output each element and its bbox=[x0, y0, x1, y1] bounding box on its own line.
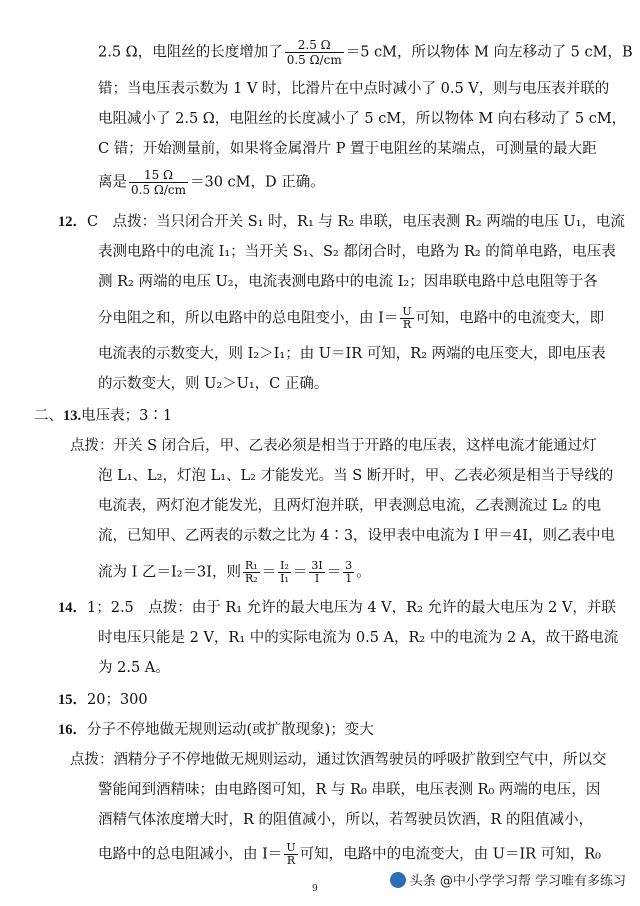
text-segment: 电压表；3∶1 bbox=[81, 408, 173, 424]
text-segment: ＝30 cM，D 正确。 bbox=[190, 174, 325, 191]
text-line: 错；当电压表示数为 1 V 时，比滑片在中点时减小了 0.5 V，则与电压表并联的 bbox=[98, 81, 610, 97]
fraction-numerator: I₂ bbox=[280, 559, 289, 572]
fraction bbox=[343, 560, 354, 585]
text-segment: 分子不停地做无规则运动(或扩散现象)；变大 bbox=[87, 722, 374, 738]
text-segment: 1；2.5 点拨：由于 R₁ 允许的最大电压为 4 V，R₂ 允许的最大电压为 2 V，并联 bbox=[87, 600, 616, 616]
text-line: 流，已知甲、乙两表的示数之比为 4∶3，设甲表中电流为 I 甲＝4I，则乙表中电 bbox=[98, 528, 615, 544]
text-line bbox=[58, 212, 625, 232]
text-line: 测 R₂ 两端的电压 U₂，电流表测电路中的电流 I₂；因串联电路中总电阻等于各 bbox=[98, 274, 598, 290]
text-segment: ＝5 cM，所以物体 M 向左移动了 5 cM，B bbox=[345, 44, 633, 61]
text-segment: 离是 bbox=[98, 174, 127, 191]
text-segment: 流为 I 乙＝I₂＝3I，则 bbox=[98, 564, 241, 581]
fraction bbox=[284, 842, 297, 867]
text-line: 流为 I 乙＝I₂＝3I，则 $\frac{\text{R₁}}{\text{R₂}}$ ＝ $\frac{\text{I₂}}{\text{I₁}}$ ＝ $\frac{3I}{I}$ ＝ $\frac{3}{1}$ 。 bbox=[98, 559, 371, 585]
text-segment: 。 bbox=[356, 564, 371, 581]
fraction-numerator: U bbox=[402, 305, 412, 318]
question-number: 16． bbox=[58, 722, 87, 738]
text-line bbox=[34, 406, 172, 426]
text-line: 点拨：酒精分子不停地做无规则运动，通过饮酒驾驶员的呼吸扩散到空气中，所以交 bbox=[70, 752, 607, 768]
question-number: 15． bbox=[58, 692, 87, 708]
text-line bbox=[98, 306, 604, 331]
text-line: 电阻减小了 2.5 Ω，电阻丝的长度减小了 5 cM，所以物体 M 向右移动了 5 cM， bbox=[98, 111, 627, 127]
question-number: 12． bbox=[58, 214, 87, 230]
text-segment: 2.5 Ω，电阻丝的长度增加了 bbox=[98, 44, 283, 61]
watermark-logo-icon bbox=[390, 872, 406, 888]
text-segment: 20；300 bbox=[87, 692, 148, 708]
fraction-denominator: 0.5 Ω/cm bbox=[131, 183, 186, 197]
text-line: 酒精气体浓度增大时，R 的阻值减小，所以，若驾驶员饮酒，R 的阻值减小， bbox=[98, 812, 594, 828]
fraction-denominator: R₂ bbox=[244, 572, 258, 585]
fraction bbox=[309, 560, 324, 585]
fraction bbox=[285, 38, 344, 67]
fraction-denominator: I bbox=[314, 572, 320, 585]
text-line: 点拨：开关 S 闭合后，甲、乙表必须是相当于开路的电压表，这样电流才能通过灯 bbox=[70, 438, 597, 454]
fraction-numerator: U bbox=[286, 841, 296, 854]
text-line: 的示数变大，则 U₂＞U₁，C 正确。 bbox=[98, 376, 329, 392]
fraction-numerator: 2.5 Ω bbox=[285, 38, 344, 53]
text-segment: 可知，电路中的电流变大，即 bbox=[415, 310, 605, 327]
text-line: 警能闻到酒精味；由电路图可知，R 与 R₀ 串联，电压表测 R₀ 两端的电压，因 bbox=[98, 782, 601, 798]
question-number: 13. bbox=[63, 408, 82, 424]
text-line bbox=[58, 690, 148, 710]
text-line: 电流表的示数变大，则 I₂＞I₁；由 U＝IR 可知，R₂ 两端的电压变大，即电压表 bbox=[98, 346, 606, 362]
fraction-numerator: R₁ bbox=[244, 559, 258, 572]
text-line bbox=[58, 720, 374, 740]
fraction-numerator: 15 Ω bbox=[129, 168, 188, 183]
text-segment: 可知，电路中的电流变大，由 U＝IR 可知，R₀ bbox=[299, 846, 601, 863]
fraction bbox=[243, 560, 260, 585]
fraction bbox=[278, 560, 291, 585]
text-segment: 电路中的总电阻减小，由 I＝ bbox=[98, 846, 283, 863]
text-line bbox=[98, 38, 633, 67]
watermark bbox=[390, 870, 626, 889]
text-line: 时电压只能是 2 V，R₁ 中的实际电流为 0.5 A，R₂ 中的电流为 2 A，故干路电流 bbox=[98, 630, 619, 646]
fraction bbox=[400, 306, 413, 331]
text-line bbox=[98, 168, 325, 197]
watermark-text: 头条 @中小学学习帮 学习唯有多练习 bbox=[409, 874, 626, 889]
fraction-numerator: 3I bbox=[311, 559, 323, 572]
text-line: 为 2.5 A。 bbox=[98, 660, 170, 676]
fraction-denominator: 0.5 Ω/cm bbox=[286, 53, 342, 67]
section-number: 二、 bbox=[34, 408, 63, 424]
fraction-denominator: I₁ bbox=[280, 572, 289, 585]
text-line bbox=[98, 842, 601, 867]
text-segment: C 点拨：当只闭合开关 S₁ 时，R₁ 与 R₂ 串联，电压表测 R₂ 两端的电压 U₁，电流 bbox=[87, 214, 625, 230]
question-number: 14． bbox=[58, 600, 87, 616]
text-segment: 分电阻之和，所以电路中的总电阻变小，由 I＝ bbox=[98, 310, 399, 327]
text-line: C 错；开始测量前，如果将金属滑片 P 置于电阻丝的某端点，可测量的最大距 bbox=[98, 141, 597, 157]
fraction-numerator: 3 bbox=[345, 559, 353, 572]
page-number: 9 bbox=[312, 884, 318, 894]
fraction bbox=[129, 168, 188, 197]
text-line: 电流表，两灯泡才能发光，且两灯泡并联，甲表测总电流，乙表测流过 L₂ 的电 bbox=[98, 498, 602, 514]
fraction-denominator: R bbox=[402, 318, 412, 331]
fraction-denominator: 1 bbox=[345, 572, 353, 585]
text-line: 表测电路中的电流 I₁；当开关 S₁、S₂ 都闭合时，电路为 R₂ 的简单电路，电压表 bbox=[98, 244, 616, 260]
text-line: 泡 L₁、L₂，灯泡 L₁、L₂ 才能发光。当 S 断开时，甲、乙表必须是相当于导线的 bbox=[98, 468, 614, 484]
text-line bbox=[58, 598, 616, 618]
fraction-denominator: R bbox=[286, 854, 296, 867]
